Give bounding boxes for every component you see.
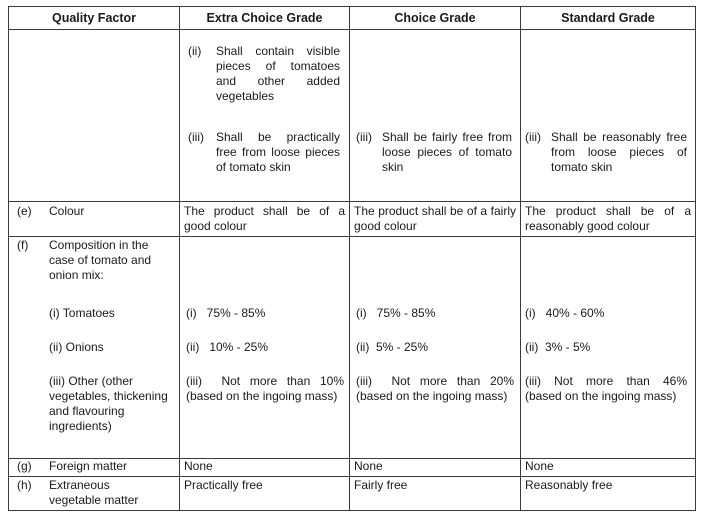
extraneous-standard: Reasonably free — [525, 478, 613, 492]
colour-label: Colour — [49, 204, 85, 218]
continuation-row — [9, 30, 696, 202]
composition-extra-value: (iii) Not more than 10% (based on the ingoing mass) — [186, 374, 348, 403]
composition-row — [9, 237, 696, 459]
foreign-row — [9, 459, 696, 477]
composition-choice-value: (i) 75% - 85% — [356, 306, 436, 320]
composition-extra-value: (ii) 10% - 25% — [186, 340, 269, 354]
header-standard: Standard Grade — [521, 7, 696, 30]
composition-item-label: (i) Tomatoes — [49, 306, 115, 320]
header-quality-factor: Quality Factor — [9, 7, 180, 30]
extraneous-extra: Practically free — [184, 478, 263, 492]
colour-row — [9, 202, 696, 237]
header-extra-choice: Extra Choice Grade — [180, 7, 350, 30]
colour-letter: (e) — [17, 204, 32, 218]
composition-label: Composition in the case of tomato and onion mix: — [49, 238, 152, 282]
foreign-standard: None — [525, 459, 554, 473]
extraneous-row — [9, 477, 696, 511]
composition-standard-value: (ii) 3% - 5% — [525, 340, 591, 354]
foreign-letter: (g) — [17, 459, 32, 473]
cont-extra-iii-num: (iii) — [188, 130, 204, 144]
composition-standard-value: (i) 40% - 60% — [525, 306, 605, 320]
foreign-choice: None — [354, 459, 383, 473]
composition-letter: (f) — [17, 238, 29, 252]
composition-choice-value: (iii) Not more than 20% (based on the ingoing mass) — [356, 374, 518, 403]
cont-choice-iii-text: Shall be fairly free from loose pieces of tomato skin — [382, 130, 512, 174]
cont-choice-iii-num: (iii) — [356, 130, 372, 144]
cont-extra-ii-text: Shall contain visible pieces of tomatoes and other added vegetables — [216, 44, 340, 103]
cont-choice-cell — [350, 30, 521, 202]
composition-standard-value: (iii) Not more than 46% (based on the ingoing mass) — [525, 374, 691, 403]
composition-extra-value: (i) 75% - 85% — [186, 306, 266, 320]
quality-table — [8, 6, 696, 511]
cont-extra-ii-num: (ii) — [188, 44, 202, 58]
colour-choice: The product shall be of a fairly good colour — [354, 204, 516, 233]
cont-standard-cell — [521, 30, 696, 202]
cont-standard-iii-text: Shall be reasonably free from loose pieces of tomato skin — [551, 130, 687, 174]
extraneous-label: Extraneous vegetable matter — [49, 478, 139, 507]
composition-choice-value: (ii) 5% - 25% — [356, 340, 429, 354]
cont-standard-iii-num: (iii) — [525, 130, 541, 144]
extraneous-choice: Fairly free — [354, 478, 408, 492]
header-choice: Choice Grade — [350, 7, 521, 30]
cont-extra-cell — [180, 30, 350, 202]
cont-factor-cell — [9, 30, 180, 202]
extraneous-letter: (h) — [17, 478, 32, 492]
cont-extra-iii-text: Shall be practically free from loose pieces of tomato skin — [216, 130, 340, 174]
foreign-extra: None — [184, 459, 213, 473]
colour-extra: The product shall be of a good colour — [184, 204, 345, 233]
foreign-label: Foreign matter — [49, 459, 128, 473]
header-row — [9, 7, 696, 30]
composition-item-label: (iii) Other (other vegetables, thickening and flavouring ingredients) — [49, 374, 168, 433]
colour-standard: The product shall be of a reasonably good colour — [525, 204, 691, 233]
composition-item-label: (ii) Onions — [49, 340, 104, 354]
